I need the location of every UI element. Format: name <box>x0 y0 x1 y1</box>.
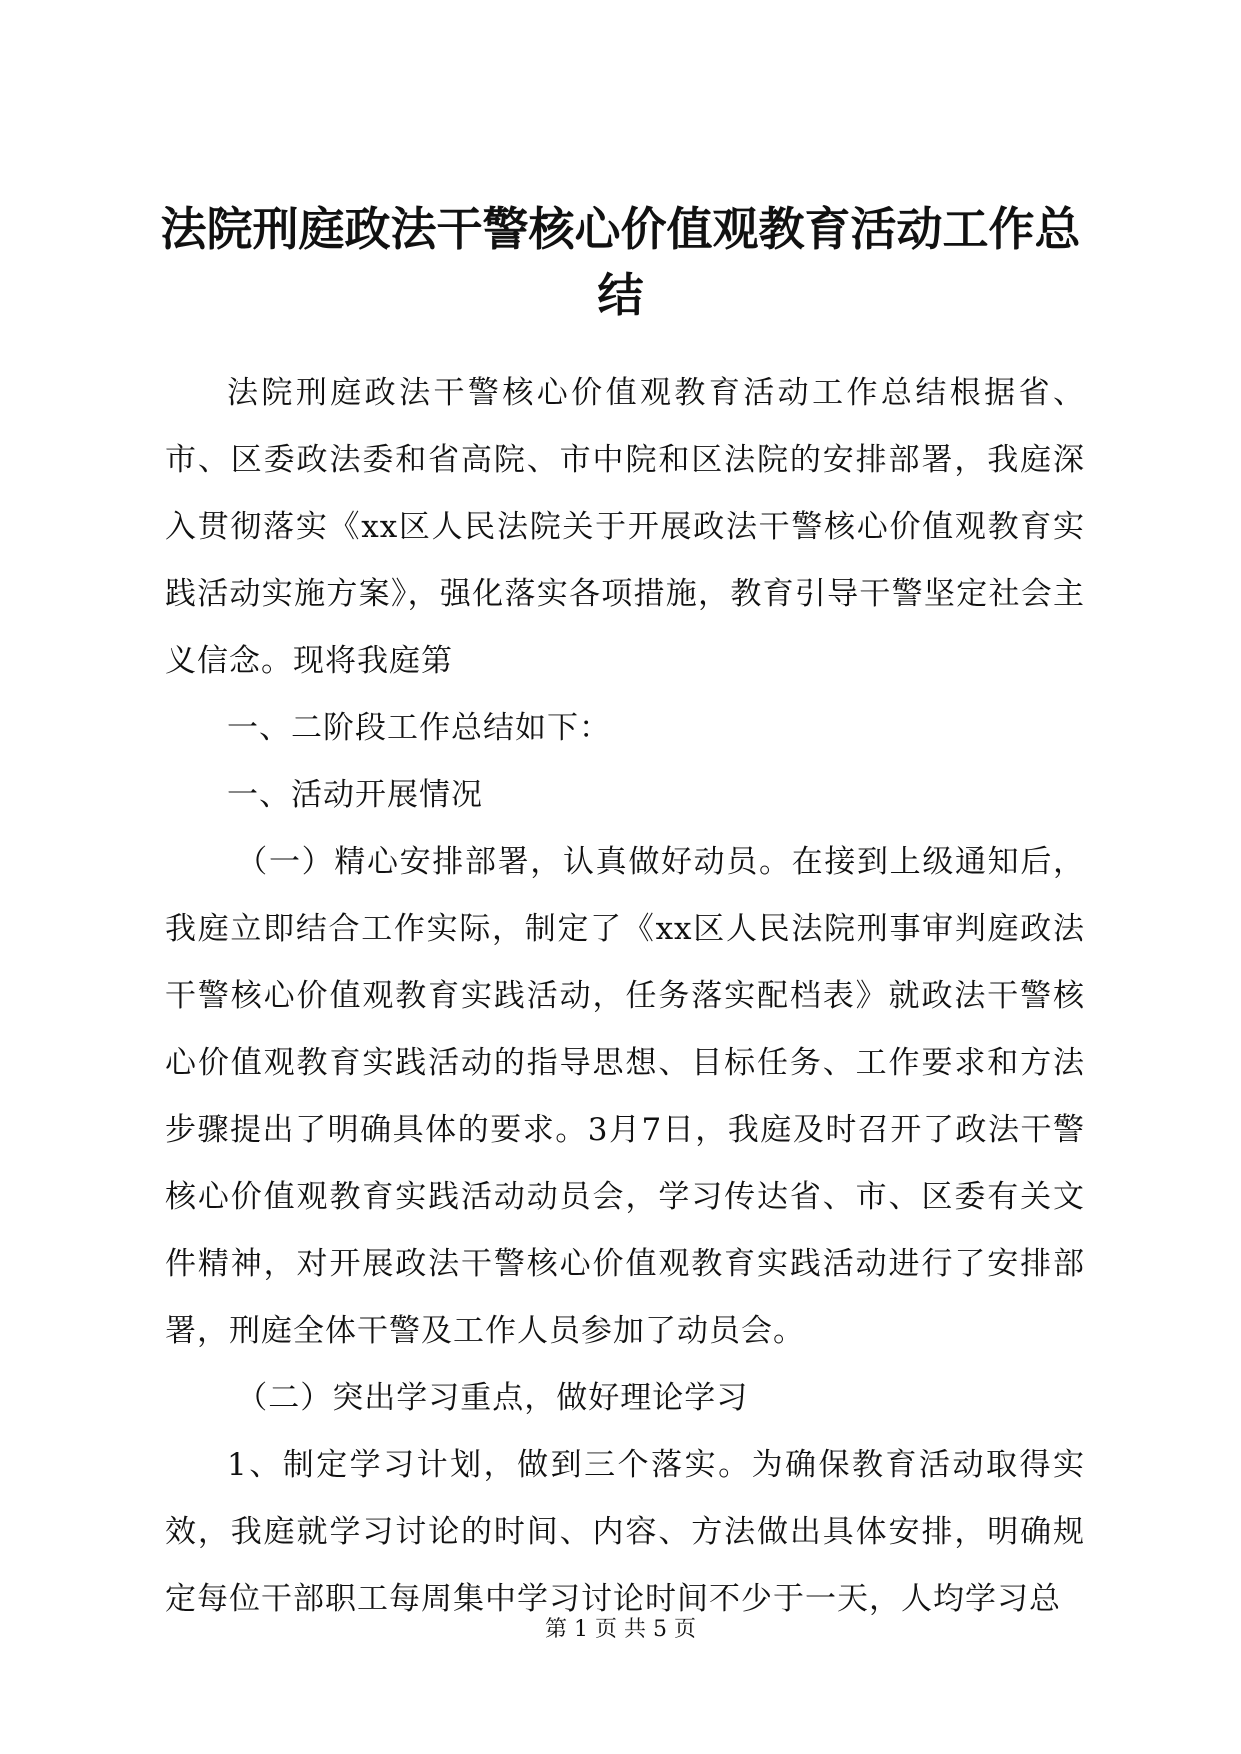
paragraph-deployment: （一）精心安排部署，认真做好动员。在接到上级通知后，我庭立即结合工作实际，制定了《xx区人民法院刑事审判庭政法干警核心价值观教育实践活动，任务落实配档表》就政法干警核心价值观教育实践活动的指导思想、目标任务、工作要求和方法步骤提出了明确具体的要求。3月7日，我庭及时召开了政法干警核心价值观教育实践活动动员会，学习传达省、市、区委有关文件精神，对开展政法干警核心价值观教育实践活动进行了安排部署，刑庭全体干警及工作人员参加了动员会。 <box>165 844 1085 1349</box>
document-title: 法院刑庭政法干警核心价值观教育活动工作总结 <box>160 202 1081 322</box>
paragraph-study-plan: 1、制定学习计划，做到三个落实。为确保教育活动取得实效，我庭就学习讨论的时间、内容、方法做出具体安排，明确规定每位干部职工每周集中学习讨论时间不少于一天，人均学习总 <box>165 1447 1085 1617</box>
subsection-heading-study: （二）突出学习重点，做好理论学习 <box>236 1380 749 1416</box>
section-heading-activities: 一、活动开展情况 <box>227 777 483 813</box>
page-footer: 第 1 页 共 5 页 <box>545 1617 696 1642</box>
document-body <box>165 360 1085 1633</box>
paragraph-intro: 法院刑庭政法干警核心价值观教育活动工作总结根据省、市、区委政法委和省高院、市中院和区法院的安排部署，我庭深入贯彻落实《xx区人民法院关于开展政法干警核心价值观教育实践活动实施方案》，强化落实各项措施，教育引导干警坚定社会主义信念。现将我庭第 <box>165 375 1085 679</box>
paragraph-stage-summary: 一、二阶段工作总结如下： <box>227 710 611 746</box>
